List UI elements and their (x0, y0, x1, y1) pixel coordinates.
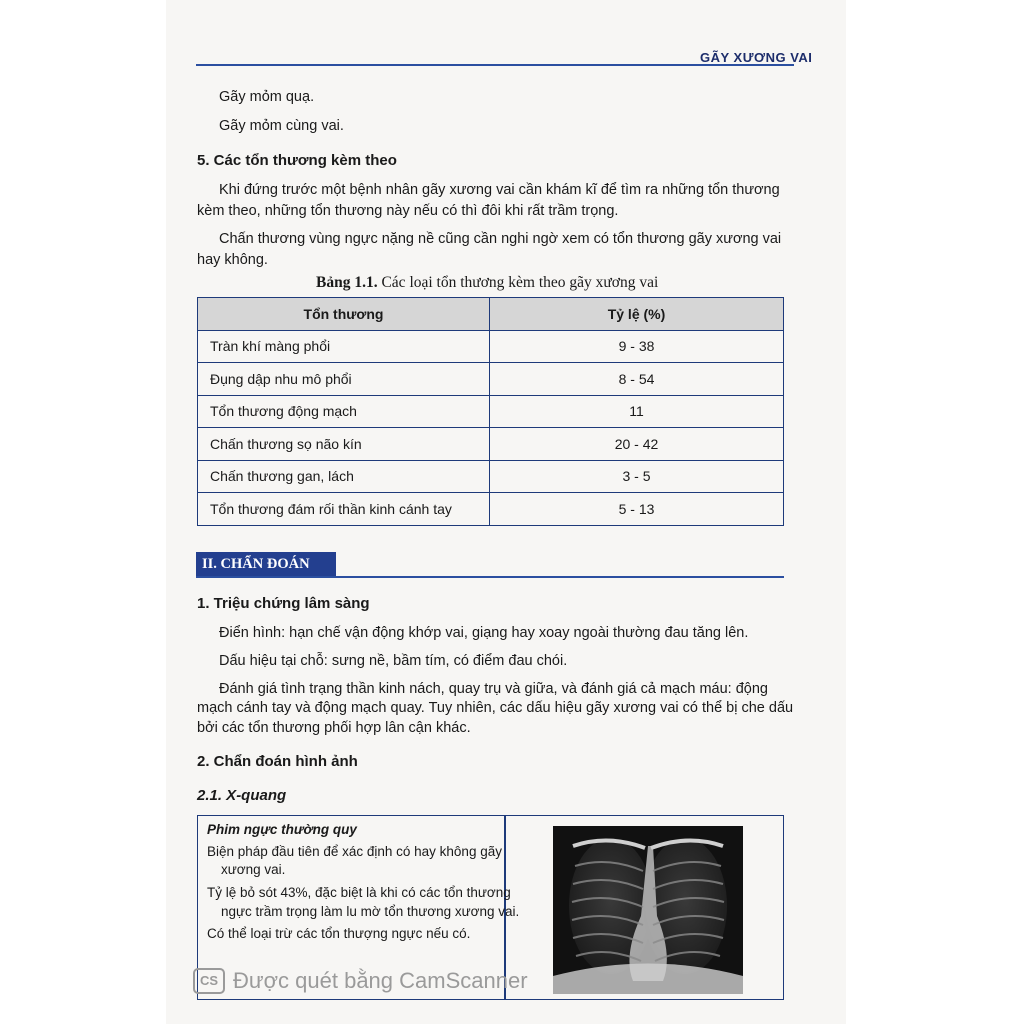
table-row (198, 395, 784, 428)
typical-symptoms: Điển hình: hạn chế vận động khớp vai, giạng hay xoay ngoài thường đau tăng lên. (219, 625, 749, 641)
camscanner-watermark: Được quét bằng CamScanner (233, 968, 528, 993)
section5-para2-line2: hay không. (197, 252, 268, 268)
local-signs: Dấu hiệu tại chỗ: sưng nề, bầm tím, có điểm đau chói. (219, 653, 568, 669)
table-cell-lesion: Tràn khí màng phổi (198, 330, 490, 363)
section5-para1-line2: kèm theo, những tổn thương này nếu có thì đôi khi rất trầm trọng. (197, 203, 619, 219)
table-cell-lesion: Tổn thương đám rối thần kinh cánh tay (198, 493, 490, 526)
xray-item2-line2: ngực trầm trọng làm lu mờ tổn thương xương vai. (221, 904, 520, 919)
section-banner-rule (196, 576, 784, 578)
running-header: GÃY XƯƠNG VAI (700, 50, 813, 65)
section5-para2-line1: Chấn thương vùng ngực nặng nề cũng cần nghi ngờ xem có tổn thương gãy xương vai (219, 231, 782, 247)
table-cell-rate: 5 - 13 (490, 493, 784, 526)
table-caption-text: Các loại tổn thương kèm theo gãy xương vai (377, 274, 659, 291)
table-caption (316, 274, 658, 292)
section5-para1-line1: Khi đứng trước một bệnh nhân gãy xương vai cần khám kĩ để tìm ra những tổn thương (219, 182, 780, 198)
table-cell-rate: 9 - 38 (490, 330, 784, 363)
table-header-row (198, 298, 784, 331)
subsection1-heading: 1. Triệu chứng lâm sàng (197, 595, 370, 612)
xray-box-title: Phim ngực thường quy (207, 822, 357, 837)
subsection2-heading: 2. Chẩn đoán hình ảnh (197, 753, 358, 770)
table-cell-rate: 20 - 42 (490, 428, 784, 461)
evaluation-line-1: Đánh giá tình trạng thần kinh nách, quay trụ và giữa, và đánh giá cả mạch máu: động (219, 681, 768, 697)
table-header-rate: Tỷ lệ (%) (490, 298, 784, 331)
table-cell-rate: 3 - 5 (490, 460, 784, 493)
table-cell-lesion: Tổn thương động mạch (198, 395, 490, 428)
table-row (198, 428, 784, 461)
section-banner: II. CHẨN ĐOÁN (196, 552, 336, 576)
table-cell-lesion: Chấn thương sọ não kín (198, 428, 490, 461)
chest-xray-image (553, 826, 743, 994)
intro-line-1: Gãy mỏm quạ. (219, 89, 315, 105)
table-cell-rate: 11 (490, 395, 784, 428)
table-row (198, 330, 784, 363)
table-cell-lesion: Đụng dập nhu mô phổi (198, 363, 490, 396)
chest-xray-drawing (553, 826, 743, 994)
xray-item1-line1: Biện pháp đầu tiên để xác định có hay không gãy (207, 844, 502, 859)
table-cell-lesion: Chấn thương gan, lách (198, 460, 490, 493)
lesions-table (197, 297, 784, 526)
table-caption-label: Bảng 1.1. (316, 274, 378, 291)
table-header-lesion: Tổn thương (198, 298, 490, 331)
subsection21-heading: 2.1. X-quang (197, 787, 287, 804)
table-row (198, 460, 784, 493)
header-rule (196, 64, 696, 66)
section5-heading: 5. Các tổn thương kèm theo (197, 152, 397, 169)
evaluation-line-3: bởi các tổn thương phối hợp lân cận khác. (197, 720, 471, 736)
table-row (198, 493, 784, 526)
camscanner-logo: CS (193, 968, 225, 994)
intro-line-2: Gãy mỏm cùng vai. (219, 118, 344, 134)
xray-item1-line2: xương vai. (221, 862, 286, 877)
xray-item3: Có thể loại trừ các tổn thượng ngực nếu có. (207, 926, 471, 941)
xray-item2-line1: Tỷ lệ bỏ sót 43%, đặc biệt là khi có các tổn thương (207, 885, 511, 900)
table-row (198, 363, 784, 396)
evaluation-line-2: mạch cánh tay và động mạch quay. Tuy nhiên, các dấu hiệu gãy xương vai có thể bị che dấu (197, 700, 794, 716)
table-cell-rate: 8 - 54 (490, 363, 784, 396)
